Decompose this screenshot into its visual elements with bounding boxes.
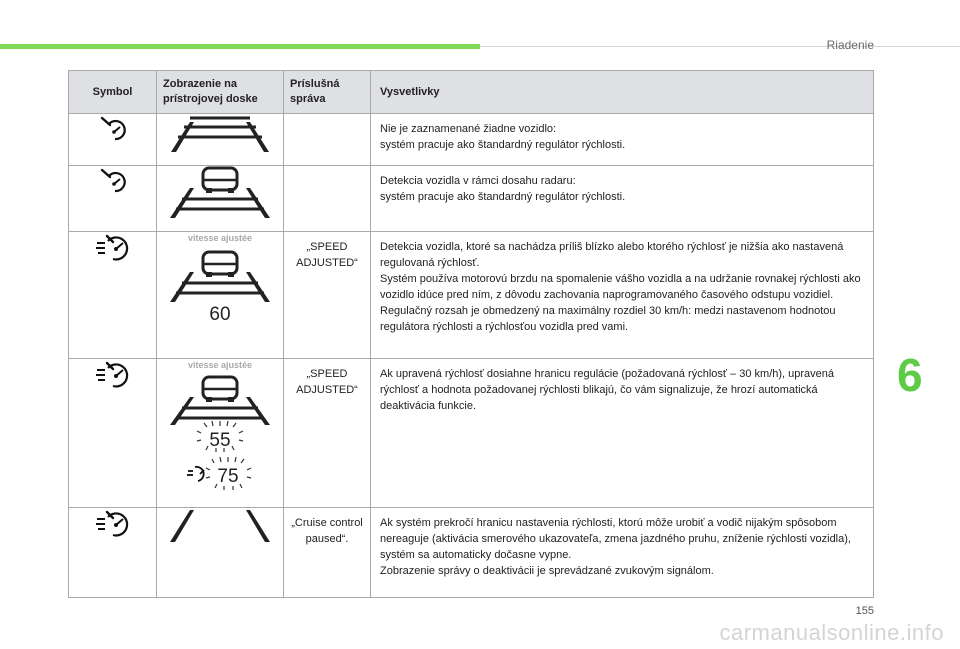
display-speed: 55	[209, 430, 231, 451]
message-cell: „SPEED ADJUSTED“	[284, 232, 371, 359]
symbol-cell	[69, 359, 157, 508]
symbol-table	[68, 70, 874, 598]
table-row	[69, 232, 874, 359]
watermark: carmanualsonline.info	[719, 620, 944, 645]
table-row	[69, 359, 874, 508]
display-cell	[157, 114, 284, 166]
symbol-cell	[69, 508, 157, 598]
symbol-cell	[69, 232, 157, 359]
explanation-line: Detekcia vozidla, ktoré sa nachádza príliš blízko alebo ktorého rýchlosť je nižšia ako nastavená regulovaná rýchlosť.	[380, 241, 844, 269]
speed-limit-blinking-display	[170, 359, 270, 497]
display-label: vitesse ajustée	[187, 233, 253, 243]
explanation-line: Zobrazenie správy o deaktivácii je sprevádzané zvukovým signálom.	[380, 565, 714, 577]
adaptive-cruise-active-icon	[95, 233, 131, 261]
explanation-cell	[371, 166, 874, 232]
display-speed-setpoint: 75	[217, 466, 239, 487]
column-header-symbol: Symbol	[69, 71, 157, 114]
vehicle-detected-icon	[170, 166, 270, 220]
explanation-line: Ak upravená rýchlosť dosiahne hranicu regulácie (požadovaná rýchlosť – 30 km/h), upravená rýchlosť a hodnota požadovanej rýchlosti blikajú, čo vám signalizuje, že hrozí automatická deaktivácia funkcie.	[380, 368, 835, 412]
table-row	[69, 166, 874, 232]
message-cell: „SPEED ADJUSTED“	[284, 359, 371, 508]
explanation-line: Ak systém prekročí hranicu nastavenia rýchlosti, ktorú môže urobiť a vodič nijakým spôsobom nereaguje (aktivácia smerového ukazovateľa, zmena jazdného pruhu, zníženie rýchlosti vozidla), systém sa automaticky dočasne vypne.	[380, 517, 851, 561]
adaptive-cruise-active-icon	[95, 509, 131, 537]
lane-markings-icon	[170, 114, 270, 154]
explanation-cell	[371, 114, 874, 166]
display-cell	[157, 232, 284, 359]
adaptive-cruise-active-icon	[95, 360, 131, 388]
message-cell	[284, 114, 371, 166]
explanation-line: Nie je zaznamenané žiadne vozidlo:	[380, 123, 557, 135]
display-label: vitesse ajustée	[187, 360, 253, 370]
explanation-line: systém pracuje ako štandardný regulátor rýchlosti.	[380, 191, 626, 203]
column-header-display: Zobrazenie na prístrojovej doske	[157, 71, 284, 114]
top-rule	[480, 46, 960, 47]
table-row	[69, 508, 874, 598]
lane-edges-icon	[170, 508, 270, 546]
explanation-cell	[371, 508, 874, 598]
explanation-cell	[371, 232, 874, 359]
cruise-control-icon	[98, 167, 128, 193]
message-cell	[284, 166, 371, 232]
column-header-message: Príslušná správa	[284, 71, 371, 114]
display-cell	[157, 508, 284, 598]
cruise-control-small-icon	[187, 467, 204, 481]
symbol-cell	[69, 166, 157, 232]
speed-adjusted-display	[170, 232, 270, 326]
explanation-line: Detekcia vozidla v rámci dosahu radaru:	[380, 175, 576, 187]
symbol-cell	[69, 114, 157, 166]
top-accent-bar	[0, 44, 480, 49]
table-header-row	[69, 71, 874, 114]
section-title: Riadenie	[826, 38, 874, 52]
cruise-control-icon	[98, 115, 128, 141]
explanation-line: Systém používa motorovú brzdu na spomalenie vášho vozidla a na udržanie rovnakej rýchlosti ako vozidlo idúce pred ním, z dôvodu zachovania naprogramovaného časového odstupu vozidiel.	[380, 273, 861, 301]
display-speed: 60	[209, 304, 231, 325]
message-cell: „Cruise control paused“.	[284, 508, 371, 598]
display-cell	[157, 166, 284, 232]
explanation-cell	[371, 359, 874, 508]
explanation-line: Regulačný rozsah je obmedzený na maximálny rozdiel 30 km/h: medzi nastavenom hodnotou regulátora rýchlosti a rýchlosťou vozidla pred vami.	[380, 305, 836, 333]
page-number: 155	[855, 605, 874, 617]
explanation-line: systém pracuje ako štandardný regulátor rýchlosti.	[380, 139, 626, 151]
table-row	[69, 114, 874, 166]
display-cell	[157, 359, 284, 508]
column-header-explanation: Vysvetlivky	[371, 71, 874, 114]
chapter-number: 6	[897, 349, 923, 401]
